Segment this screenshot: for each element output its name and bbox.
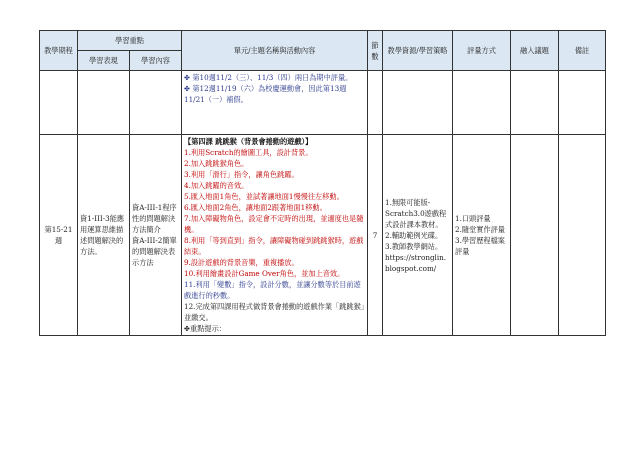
prev-resources-cell xyxy=(383,71,453,135)
header-period: 教學期程 xyxy=(40,31,78,71)
content-item: 資A-III-2簡單的問題解決表示方法 xyxy=(132,236,177,267)
activity-step: 6.匯入地面2角色，讓地面2跟著地面1移動。 xyxy=(184,203,327,212)
activity-cell xyxy=(182,135,368,336)
prev-sessions-cell xyxy=(368,71,383,135)
assessment-cell xyxy=(453,135,511,336)
activity-step: 10.利用繪畫設計Game Over角色，並加上音效。 xyxy=(184,269,345,278)
sessions-cell: 7 xyxy=(368,135,383,336)
header-issues: 融入議題 xyxy=(511,31,559,71)
prev-assessment-cell xyxy=(453,71,511,135)
assessment-item: 3.學習歷程檔案評量 xyxy=(455,236,505,256)
header-content: 學習內容 xyxy=(130,51,182,71)
activity-step: 5.匯入地面1角色，並試著讓地面1慢慢往左移動。 xyxy=(184,192,344,201)
activity-step: 3.利用「滑行」指令，讓角色跳躍。 xyxy=(184,170,299,179)
assessment-item: 1.口頭評量 xyxy=(455,214,491,223)
activity-step: 7.加入障礙物角色，設定會不定時的出現，並適度也是隨機。 xyxy=(184,214,364,234)
activity-step: 4.加入跳躍的音效。 xyxy=(184,181,249,190)
performance-cell: 資1-III-3能應用運算思維描述問題解決的方法。 xyxy=(78,135,130,336)
activity-step: 2.加入跳跳猴角色。 xyxy=(184,159,249,168)
remarks-cell xyxy=(559,135,606,336)
header-sessions: 節數 xyxy=(368,31,383,71)
table-row xyxy=(40,71,606,135)
issues-cell xyxy=(511,135,559,336)
header-resources: 教學資源/學習策略 xyxy=(383,31,453,71)
content-item: 資A-III-1程序性的問題解決方法簡介 xyxy=(132,203,177,234)
activity-step: 11.利用「變數」指令，設計分數，並讓分數等於目前遊戲進行的秒數。 xyxy=(184,280,361,300)
resources-cell xyxy=(383,135,453,336)
weeks-cell: 第15-21週 xyxy=(40,135,78,336)
header-unit: 單元/主題名稱與活動內容 xyxy=(182,31,368,71)
header-remarks: 備註 xyxy=(559,31,606,71)
header-assessment: 評量方式 xyxy=(453,31,511,71)
prev-notes-cell xyxy=(182,71,368,135)
resource-link[interactable]: https://stronglin.blogspot.com/ xyxy=(385,252,447,273)
prev-note: ✤ 第10週11/2（三）、11/3（四）兩日為期中評量。 xyxy=(184,73,353,82)
header-performance: 學習表現 xyxy=(78,51,130,71)
prev-performance-cell xyxy=(78,71,130,135)
prev-period-cell xyxy=(40,71,78,135)
activity-title: 【第四課 跳跳猴（背景會捲動的遊戲）】 xyxy=(184,137,313,146)
content-cell xyxy=(130,135,182,336)
assessment-item: 2.隨堂實作評量 xyxy=(455,225,505,234)
activity-step: 1.利用Scratch的繪圖工具，設計背景。 xyxy=(184,148,313,157)
resource-item: 3.教師教學網站。 xyxy=(385,241,443,251)
prev-note: ✤ 第12週11/19（六）為校慶運動會，因此第13週11/21（一）補假。 xyxy=(184,84,347,104)
activity-step: 12.完成第四課用程式做背景會捲動的遊戲作業「跳跳猴」並繳交。 xyxy=(184,302,365,322)
prev-content-cell xyxy=(130,71,182,135)
activity-step: ✤重點提示： xyxy=(184,324,226,333)
resource-item: 1.無限可能版-Scratch3.0遊戲程式設計課本教材。 xyxy=(385,197,447,229)
resource-item: 2.輔助範例光碟。 xyxy=(385,230,443,240)
header-focus: 學習重點 xyxy=(78,31,182,51)
activity-step: 8.利用「等到直到」指令，讓障礙物碰到跳跳猴時，遊戲結束。 xyxy=(184,236,364,256)
activity-steps xyxy=(184,147,365,334)
prev-issues-cell xyxy=(511,71,559,135)
lesson-plan-table xyxy=(39,30,606,336)
activity-step: 9.設計遊戲的背景音樂，重複播放。 xyxy=(184,258,299,267)
table-row xyxy=(40,135,606,336)
prev-remarks-cell xyxy=(559,71,606,135)
